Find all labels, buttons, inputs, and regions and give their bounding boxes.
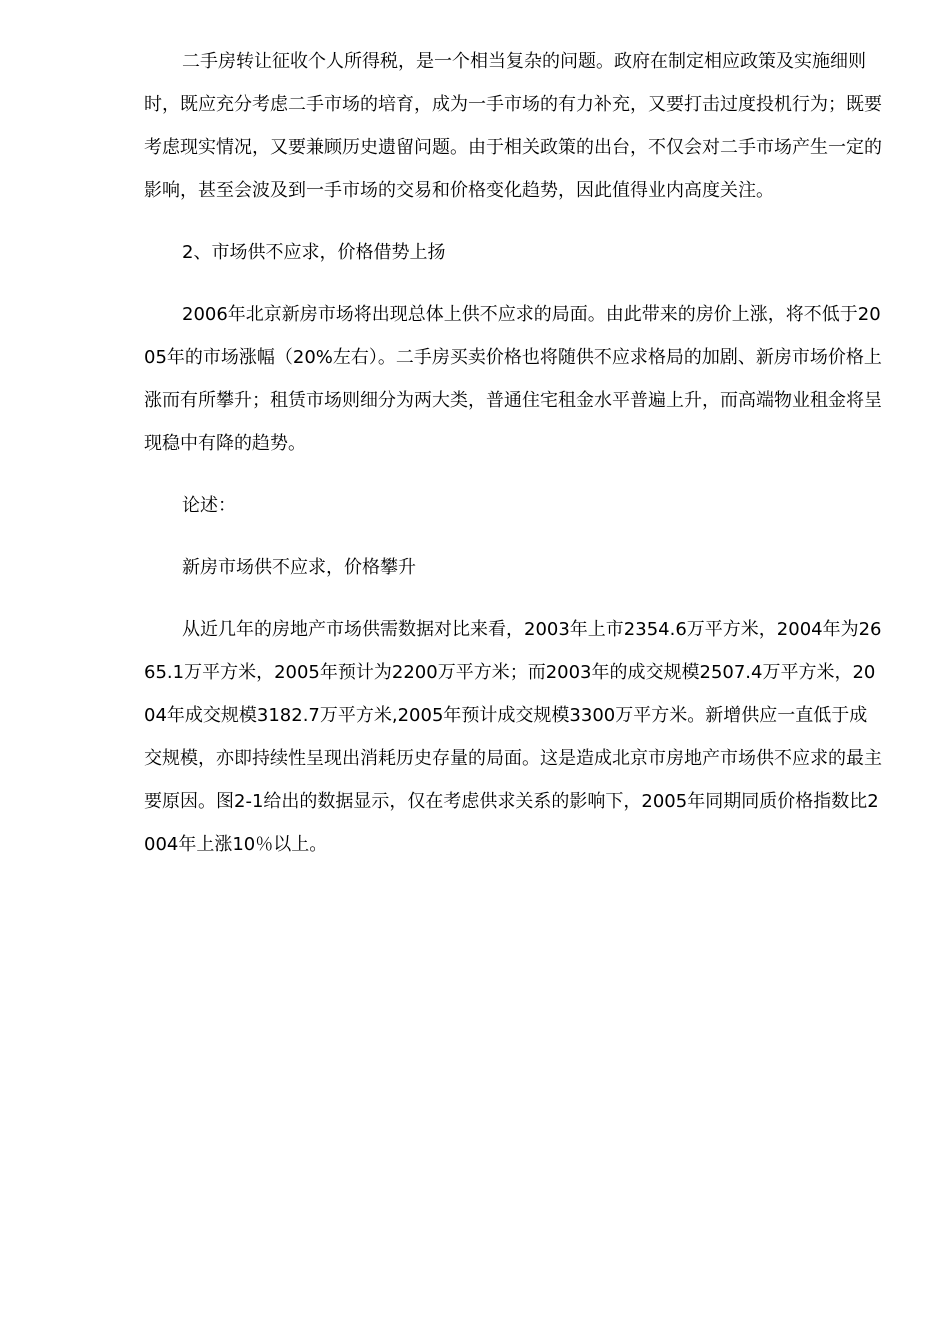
paragraph-supply-data: 从近几年的房地产市场供需数据对比来看，2003年上市2354.6万平方米，2004年为2665.1万平方米，2005年预计为2200万平方米；而2003年的成交规模2507.4万平方米，2004年成交规模3182.7万平方米,2005年预计成交规模3300万平方米。新增供应一直低于成交规模，亦即持续性呈现出消耗历史存量的局面。这是造成北京市房地产市场供不应求的最主要原因。图2-1给出的数据显示，仅在考虑供求关系的影响下，2005年同期同质价格指数比2004年上涨10％以上。: [144, 619, 882, 855]
section-heading-supply-demand: 2、市场供不应求，价格借势上扬: [182, 242, 446, 263]
paragraph-tax-policy: 二手房转让征收个人所得税，是一个相当复杂的问题。政府在制定相应政策及实施细则时，既应充分考虑二手市场的培育，成为一手市场的有力补充，又要打击过度投机行为；既要考虑现实情况，又要兼顾历史遗留问题。由于相关政策的出台，不仅会对二手市场产生一定的影响，甚至会波及到一手市场的交易和价格变化趋势，因此值得业内高度关注。: [144, 51, 882, 201]
paragraph-market-forecast: 2006年北京新房市场将出现总体上供不应求的局面。由此带来的房价上涨，将不低于2005年的市场涨幅（20%左右）。二手房买卖价格也将随供不应求格局的加剧、新房市场价格上涨而有所攀升；租赁市场则细分为两大类，普通住宅租金水平普遍上升，而高端物业租金将呈现稳中有降的趋势。: [144, 304, 882, 454]
document-page: [144, 40, 884, 866]
discussion-label: 论述：: [182, 495, 236, 516]
subheading-new-housing: 新房市场供不应求，价格攀升: [182, 557, 416, 578]
